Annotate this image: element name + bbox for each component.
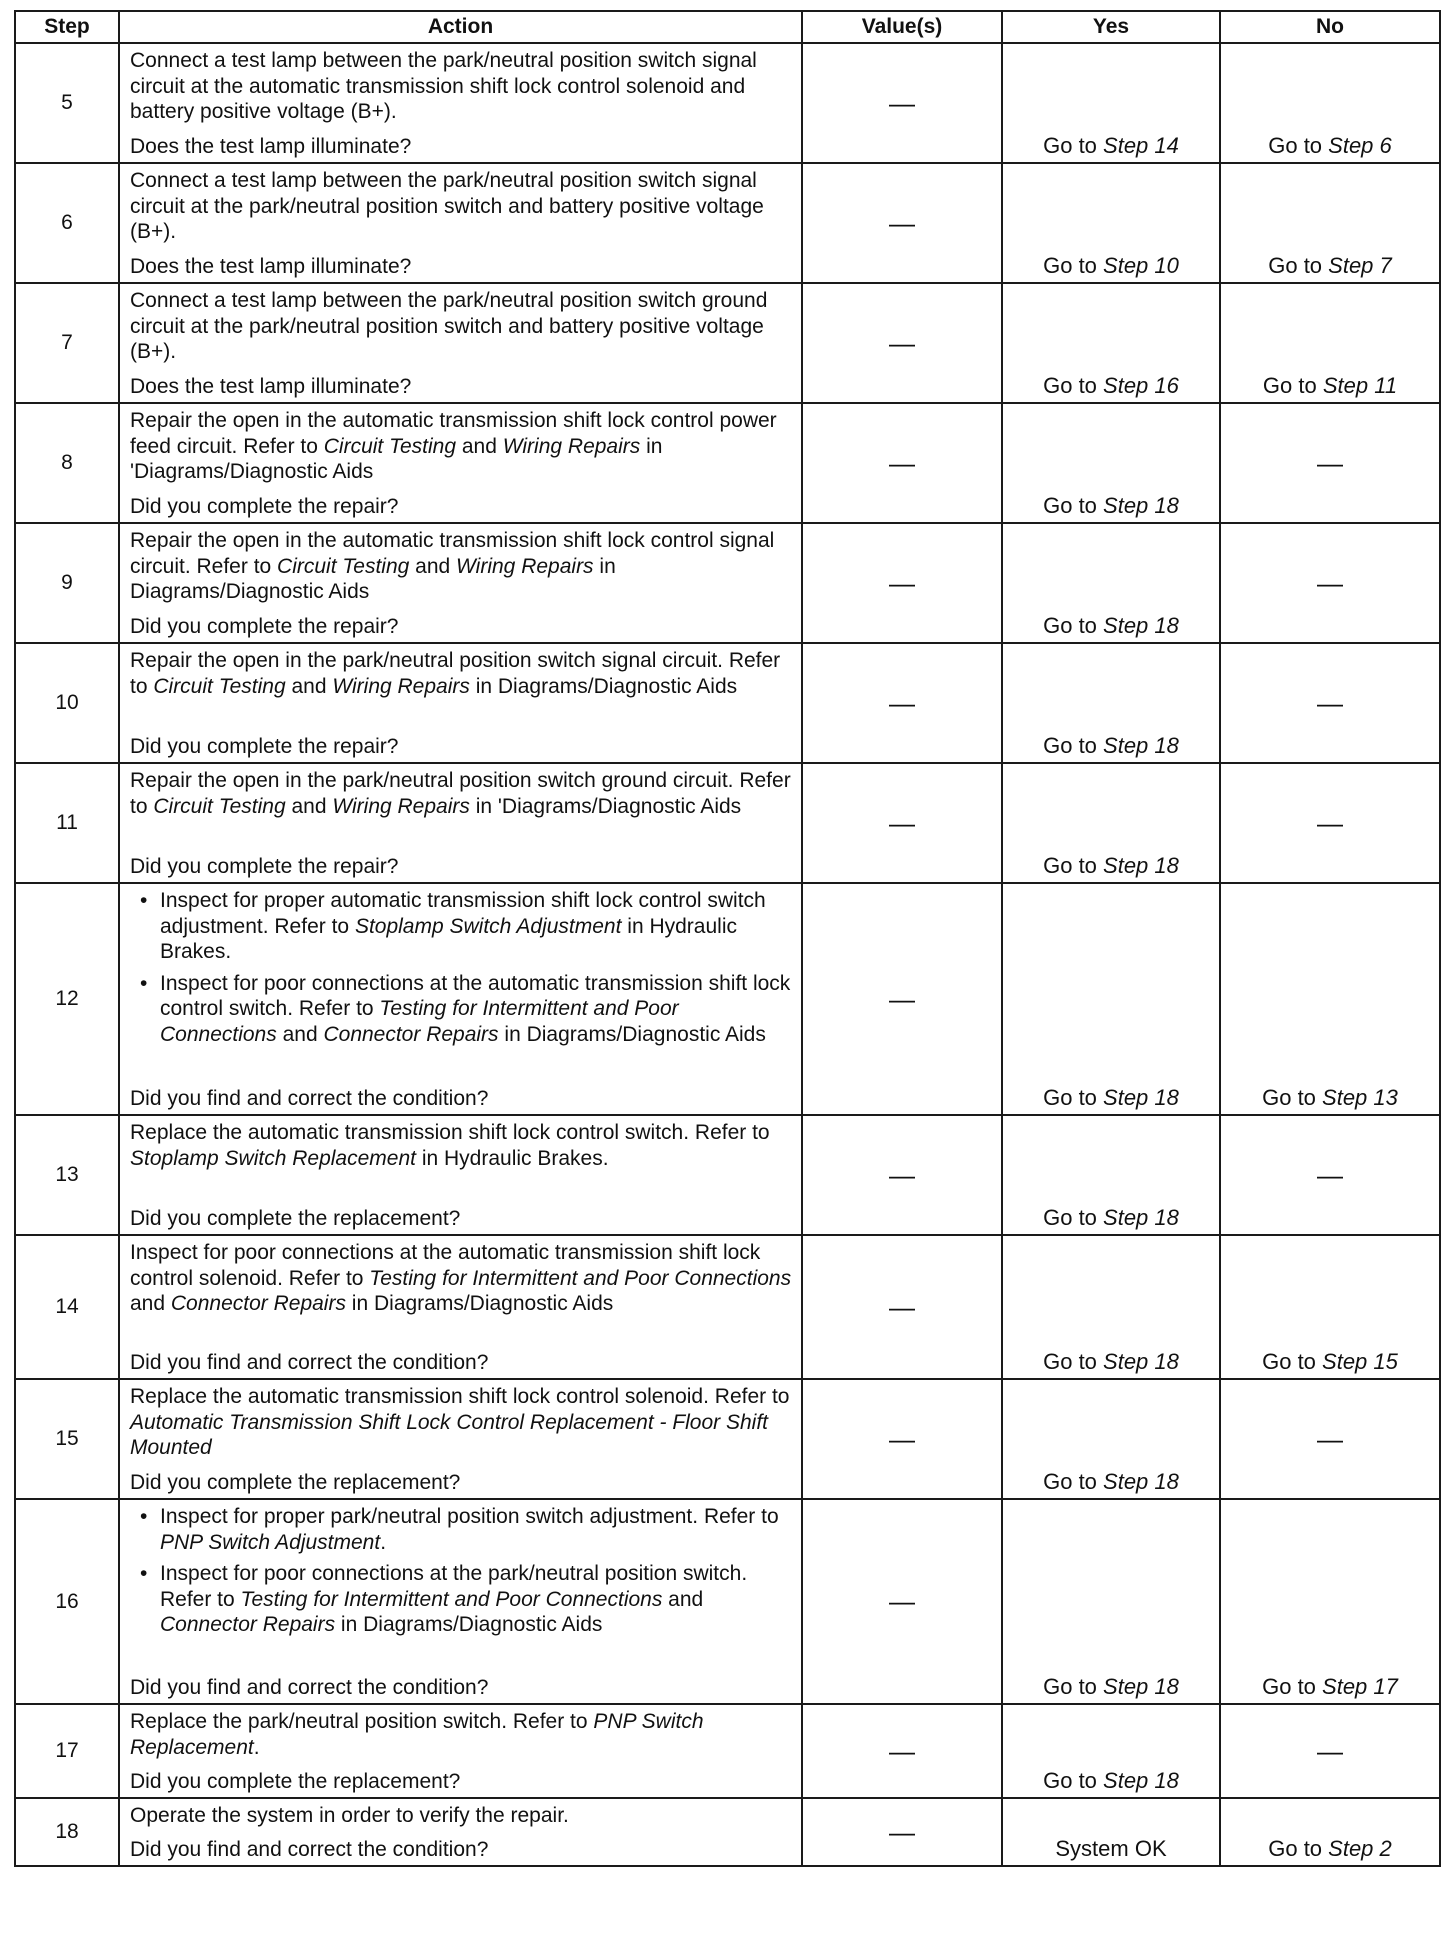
action-instructions bbox=[130, 888, 793, 1053]
bullet-text: in Diagrams/Diagnostic Aids bbox=[498, 1022, 766, 1046]
bullet-text: and bbox=[276, 1022, 324, 1046]
yes-reference: Step 18 bbox=[1103, 1674, 1179, 1699]
action-reference: Testing for Intermittent and Poor Connections bbox=[369, 1266, 792, 1290]
no-text: — bbox=[1317, 448, 1343, 478]
action-reference: Wiring Repairs bbox=[332, 674, 470, 698]
step-number: 8 bbox=[15, 403, 119, 523]
action-cell bbox=[119, 643, 802, 763]
step-number: 5 bbox=[15, 43, 119, 163]
no-result bbox=[1220, 43, 1440, 163]
action-content bbox=[130, 288, 793, 399]
yes-text: Go to bbox=[1043, 1469, 1104, 1494]
yes-text: Go to bbox=[1043, 373, 1104, 398]
action-instructions bbox=[130, 1120, 793, 1171]
no-reference: Step 2 bbox=[1328, 1836, 1392, 1861]
bullet-text: Inspect for poor connections at the automatic transmission shift lock control switch. Refer to bbox=[160, 971, 791, 1020]
action-cell bbox=[119, 1499, 802, 1704]
no-text: — bbox=[1317, 1424, 1343, 1454]
action-content bbox=[130, 48, 793, 159]
action-question: Did you complete the repair? bbox=[130, 854, 399, 878]
no-reference: Step 7 bbox=[1328, 253, 1392, 278]
no-text: Go to bbox=[1262, 1349, 1323, 1374]
yes-result bbox=[1002, 1704, 1220, 1798]
action-text: Replace the automatic transmission shift lock control solenoid. Refer to bbox=[130, 1385, 790, 1408]
action-content bbox=[130, 1504, 793, 1700]
action-bullet-list bbox=[130, 888, 793, 1047]
yes-reference: Step 18 bbox=[1103, 733, 1179, 758]
action-text: Repair the open in the automatic transmission shift lock control power feed circuit. Refer to bbox=[130, 409, 777, 458]
value-cell: — bbox=[802, 883, 1002, 1115]
yes-text: Go to bbox=[1043, 133, 1104, 158]
no-reference: Step 11 bbox=[1322, 373, 1398, 398]
action-reference: Stoplamp Switch Replacement bbox=[130, 1146, 416, 1170]
step-number: 10 bbox=[15, 643, 119, 763]
no-text: Go to bbox=[1262, 1674, 1323, 1699]
header-step: Step bbox=[15, 11, 119, 43]
action-text: and bbox=[409, 554, 457, 578]
action-question: Did you find and correct the condition? bbox=[130, 1675, 489, 1699]
no-reference: Step 13 bbox=[1322, 1085, 1398, 1110]
step-number: 7 bbox=[15, 283, 119, 403]
no-result bbox=[1220, 1379, 1440, 1499]
action-instructions bbox=[130, 768, 793, 819]
action-cell bbox=[119, 763, 802, 883]
action-instructions bbox=[130, 288, 793, 365]
action-reference: Wiring Repairs bbox=[502, 434, 641, 458]
value-cell: — bbox=[802, 763, 1002, 883]
bullet-text: and bbox=[662, 1587, 704, 1611]
value-cell: — bbox=[802, 283, 1002, 403]
action-content bbox=[130, 1384, 793, 1495]
action-text: in Diagrams/Diagnostic Aids bbox=[130, 554, 616, 603]
step-number: 9 bbox=[15, 523, 119, 643]
no-text: Go to bbox=[1262, 1085, 1323, 1110]
yes-text: Go to bbox=[1043, 1349, 1104, 1374]
step-number: 18 bbox=[15, 1798, 119, 1866]
bullet-reference: Connector Repairs bbox=[160, 1613, 336, 1636]
bullet-reference: Connector Repairs bbox=[323, 1022, 499, 1046]
action-instructions bbox=[130, 168, 793, 245]
action-text: and bbox=[285, 794, 333, 818]
value-cell: — bbox=[802, 1499, 1002, 1704]
yes-text: Go to bbox=[1043, 1674, 1104, 1699]
header-row bbox=[15, 11, 1440, 43]
yes-result bbox=[1002, 1379, 1220, 1499]
no-result bbox=[1220, 1798, 1440, 1866]
no-result bbox=[1220, 1499, 1440, 1704]
header-yes: Yes bbox=[1002, 11, 1220, 43]
yes-text: Go to bbox=[1043, 1085, 1104, 1110]
yes-result bbox=[1002, 763, 1220, 883]
no-text: — bbox=[1317, 1160, 1343, 1190]
no-result bbox=[1220, 403, 1440, 523]
action-bullet bbox=[160, 1504, 793, 1555]
action-instructions bbox=[130, 648, 793, 699]
no-result bbox=[1220, 163, 1440, 283]
action-reference: Circuit Testing bbox=[323, 434, 457, 458]
action-reference: Circuit Testing bbox=[277, 554, 410, 578]
action-cell bbox=[119, 1704, 802, 1798]
action-text: Replace the automatic transmission shift lock control switch. Refer to bbox=[130, 1121, 770, 1144]
bullet-reference: PNP Switch Adjustment bbox=[160, 1530, 381, 1554]
action-question: Did you complete the repair? bbox=[130, 494, 399, 518]
yes-result bbox=[1002, 1499, 1220, 1704]
action-question: Did you find and correct the condition? bbox=[130, 1837, 489, 1861]
action-reference: Automatic Transmission Shift Lock Control Replacement - Floor Shift Mounted bbox=[130, 1410, 769, 1459]
action-cell bbox=[119, 283, 802, 403]
action-cell bbox=[119, 1235, 802, 1379]
action-question: Did you complete the replacement? bbox=[130, 1769, 461, 1793]
action-content bbox=[130, 1709, 793, 1794]
no-result bbox=[1220, 1235, 1440, 1379]
no-result bbox=[1220, 283, 1440, 403]
yes-reference: Step 10 bbox=[1103, 253, 1179, 278]
yes-text: Go to bbox=[1043, 253, 1104, 278]
action-question: Did you complete the repair? bbox=[130, 614, 399, 638]
action-text: Connect a test lamp between the park/neutral position switch signal circuit at the automatic transmission shift lock control solenoid and battery positive voltage (B+). bbox=[130, 49, 757, 123]
value-cell: — bbox=[802, 1798, 1002, 1866]
action-bullet bbox=[160, 1561, 793, 1638]
no-text: — bbox=[1317, 688, 1343, 718]
yes-text: Go to bbox=[1043, 1205, 1104, 1230]
action-question: Did you complete the replacement? bbox=[130, 1206, 461, 1230]
action-text: . bbox=[253, 1735, 260, 1759]
action-instructions bbox=[130, 1504, 793, 1644]
bullet-reference: Testing for Intermittent and Poor Connections bbox=[240, 1587, 663, 1611]
table-row bbox=[15, 1499, 1440, 1704]
yes-result bbox=[1002, 1798, 1220, 1866]
no-text: Go to bbox=[1268, 1836, 1329, 1861]
yes-text: Go to bbox=[1043, 1768, 1104, 1793]
header-no: No bbox=[1220, 11, 1440, 43]
action-reference: PNP Switch Replacement bbox=[130, 1710, 704, 1759]
action-question: Does the test lamp illuminate? bbox=[130, 254, 412, 278]
step-number: 17 bbox=[15, 1704, 119, 1798]
action-text: and bbox=[285, 674, 333, 698]
bullet-text: in Diagrams/Diagnostic Aids bbox=[335, 1613, 603, 1636]
action-text: Repair the open in the park/neutral position switch ground circuit. Refer to bbox=[130, 769, 791, 818]
value-cell: — bbox=[802, 1115, 1002, 1235]
yes-reference: Step 18 bbox=[1103, 613, 1179, 638]
table-row bbox=[15, 1235, 1440, 1379]
action-text: Connect a test lamp between the park/neutral position switch ground circuit at the park/neutral position switch and battery positive voltage (B+). bbox=[130, 289, 768, 363]
no-result bbox=[1220, 883, 1440, 1115]
no-reference: Step 6 bbox=[1328, 133, 1392, 158]
no-reference: Step 15 bbox=[1322, 1349, 1398, 1374]
bullet-text: . bbox=[380, 1530, 387, 1554]
no-text: — bbox=[1317, 1736, 1343, 1766]
action-bullet-list bbox=[130, 1504, 793, 1638]
table-row bbox=[15, 1115, 1440, 1235]
bullet-reference: Testing for Intermittent and Poor Connections bbox=[160, 997, 679, 1046]
action-cell bbox=[119, 43, 802, 163]
action-bullet bbox=[160, 888, 793, 965]
action-text: Inspect for poor connections at the automatic transmission shift lock control solenoid. Refer to bbox=[130, 1241, 761, 1290]
yes-result bbox=[1002, 43, 1220, 163]
value-cell: — bbox=[802, 43, 1002, 163]
action-text: in Diagrams/Diagnostic Aids bbox=[345, 1292, 614, 1315]
table-row bbox=[15, 1798, 1440, 1866]
table-row bbox=[15, 163, 1440, 283]
action-text: in 'Diagrams/Diagnostic Aids bbox=[130, 434, 663, 483]
action-question: Does the test lamp illuminate? bbox=[130, 134, 412, 158]
value-cell: — bbox=[802, 1379, 1002, 1499]
yes-reference: Step 18 bbox=[1103, 1768, 1179, 1793]
action-content bbox=[130, 408, 793, 519]
action-question: Did you complete the replacement? bbox=[130, 1470, 461, 1494]
yes-reference: Step 18 bbox=[1103, 1085, 1179, 1110]
action-cell bbox=[119, 1115, 802, 1235]
no-text: Go to bbox=[1268, 133, 1329, 158]
bullet-text: in Hydraulic Brakes. bbox=[160, 914, 737, 963]
yes-result bbox=[1002, 163, 1220, 283]
bullet-text: Inspect for poor connections at the park/neutral position switch. Refer to bbox=[160, 1562, 748, 1611]
action-text: in 'Diagrams/Diagnostic Aids bbox=[469, 794, 742, 818]
yes-text: Go to bbox=[1043, 493, 1104, 518]
no-text: — bbox=[1317, 568, 1343, 598]
step-number: 16 bbox=[15, 1499, 119, 1704]
action-content bbox=[130, 1803, 793, 1862]
yes-reference: Step 14 bbox=[1103, 133, 1179, 158]
table-row bbox=[15, 883, 1440, 1115]
action-cell bbox=[119, 1379, 802, 1499]
no-reference: Step 17 bbox=[1322, 1674, 1398, 1699]
action-cell bbox=[119, 523, 802, 643]
table-body bbox=[15, 43, 1440, 1866]
yes-result bbox=[1002, 643, 1220, 763]
action-question: Did you complete the repair? bbox=[130, 734, 399, 758]
value-cell: — bbox=[802, 1704, 1002, 1798]
no-result bbox=[1220, 1704, 1440, 1798]
action-question: Did you find and correct the condition? bbox=[130, 1350, 489, 1374]
no-result bbox=[1220, 1115, 1440, 1235]
action-instructions bbox=[130, 528, 793, 605]
action-text: and bbox=[456, 434, 503, 458]
action-cell bbox=[119, 883, 802, 1115]
no-text: Go to bbox=[1268, 253, 1329, 278]
table-row bbox=[15, 523, 1440, 643]
action-text: Repair the open in the automatic transmission shift lock control signal circuit. Refer to bbox=[130, 529, 775, 578]
action-text: Operate the system in order to verify the repair. bbox=[130, 1804, 569, 1827]
table-row bbox=[15, 763, 1440, 883]
action-bullet bbox=[160, 971, 793, 1048]
header-values: Value(s) bbox=[802, 11, 1002, 43]
step-number: 13 bbox=[15, 1115, 119, 1235]
yes-reference: Step 18 bbox=[1103, 493, 1179, 518]
no-result bbox=[1220, 763, 1440, 883]
diagnostic-table bbox=[14, 10, 1441, 1867]
yes-result bbox=[1002, 523, 1220, 643]
yes-text: System OK bbox=[1055, 1836, 1167, 1861]
yes-reference: Step 18 bbox=[1103, 1349, 1179, 1374]
action-question: Does the test lamp illuminate? bbox=[130, 374, 412, 398]
action-reference: Circuit Testing bbox=[153, 674, 286, 698]
action-instructions bbox=[130, 408, 793, 485]
bullet-reference: Stoplamp Switch Adjustment bbox=[354, 914, 622, 938]
bullet-text: Inspect for proper automatic transmission shift lock control switch adjustment. Refer to bbox=[160, 889, 766, 938]
action-cell bbox=[119, 1798, 802, 1866]
action-reference: Wiring Repairs bbox=[456, 554, 594, 578]
value-cell: — bbox=[802, 643, 1002, 763]
action-text: and bbox=[130, 1292, 171, 1315]
header-action: Action bbox=[119, 11, 802, 43]
no-text: — bbox=[1317, 808, 1343, 838]
table-row bbox=[15, 1379, 1440, 1499]
action-instructions bbox=[130, 1240, 793, 1317]
no-text: Go to bbox=[1262, 373, 1323, 398]
action-content bbox=[130, 168, 793, 279]
step-number: 15 bbox=[15, 1379, 119, 1499]
action-reference: Connector Repairs bbox=[170, 1292, 346, 1315]
step-number: 12 bbox=[15, 883, 119, 1115]
yes-result bbox=[1002, 283, 1220, 403]
action-instructions bbox=[130, 1803, 793, 1829]
yes-reference: Step 16 bbox=[1103, 373, 1179, 398]
yes-result bbox=[1002, 1115, 1220, 1235]
action-content bbox=[130, 528, 793, 639]
action-text: in Hydraulic Brakes. bbox=[415, 1146, 609, 1170]
yes-result bbox=[1002, 883, 1220, 1115]
action-text: Connect a test lamp between the park/neutral position switch signal circuit at the park/neutral position switch and battery positive voltage (B+). bbox=[130, 169, 764, 243]
table-row bbox=[15, 43, 1440, 163]
yes-reference: Step 18 bbox=[1103, 853, 1179, 878]
action-cell bbox=[119, 403, 802, 523]
action-text: Replace the park/neutral position switch. Refer to bbox=[130, 1710, 594, 1733]
value-cell: — bbox=[802, 163, 1002, 283]
no-result bbox=[1220, 643, 1440, 763]
step-number: 14 bbox=[15, 1235, 119, 1379]
bullet-text: Inspect for proper park/neutral position switch adjustment. Refer to bbox=[160, 1505, 779, 1528]
no-result bbox=[1220, 523, 1440, 643]
action-reference: Wiring Repairs bbox=[332, 794, 470, 818]
action-content bbox=[130, 888, 793, 1111]
step-number: 11 bbox=[15, 763, 119, 883]
yes-reference: Step 18 bbox=[1103, 1205, 1179, 1230]
action-instructions bbox=[130, 1384, 793, 1461]
value-cell: — bbox=[802, 523, 1002, 643]
action-cell bbox=[119, 163, 802, 283]
table-row bbox=[15, 1704, 1440, 1798]
action-content bbox=[130, 648, 793, 759]
yes-reference: Step 18 bbox=[1103, 1469, 1179, 1494]
action-content bbox=[130, 1240, 793, 1375]
action-content bbox=[130, 1120, 793, 1231]
action-reference: Circuit Testing bbox=[153, 794, 286, 818]
action-instructions bbox=[130, 48, 793, 125]
value-cell: — bbox=[802, 403, 1002, 523]
yes-text: Go to bbox=[1043, 853, 1104, 878]
yes-text: Go to bbox=[1043, 613, 1104, 638]
action-text: Repair the open in the park/neutral position switch signal circuit. Refer to bbox=[130, 649, 781, 698]
action-content bbox=[130, 768, 793, 879]
table-row bbox=[15, 283, 1440, 403]
action-instructions bbox=[130, 1709, 793, 1760]
action-question: Did you find and correct the condition? bbox=[130, 1086, 489, 1110]
yes-result bbox=[1002, 403, 1220, 523]
action-text: in Diagrams/Diagnostic Aids bbox=[469, 674, 738, 698]
yes-text: Go to bbox=[1043, 733, 1104, 758]
value-cell: — bbox=[802, 1235, 1002, 1379]
table-row bbox=[15, 403, 1440, 523]
step-number: 6 bbox=[15, 163, 119, 283]
yes-result bbox=[1002, 1235, 1220, 1379]
table-row bbox=[15, 643, 1440, 763]
